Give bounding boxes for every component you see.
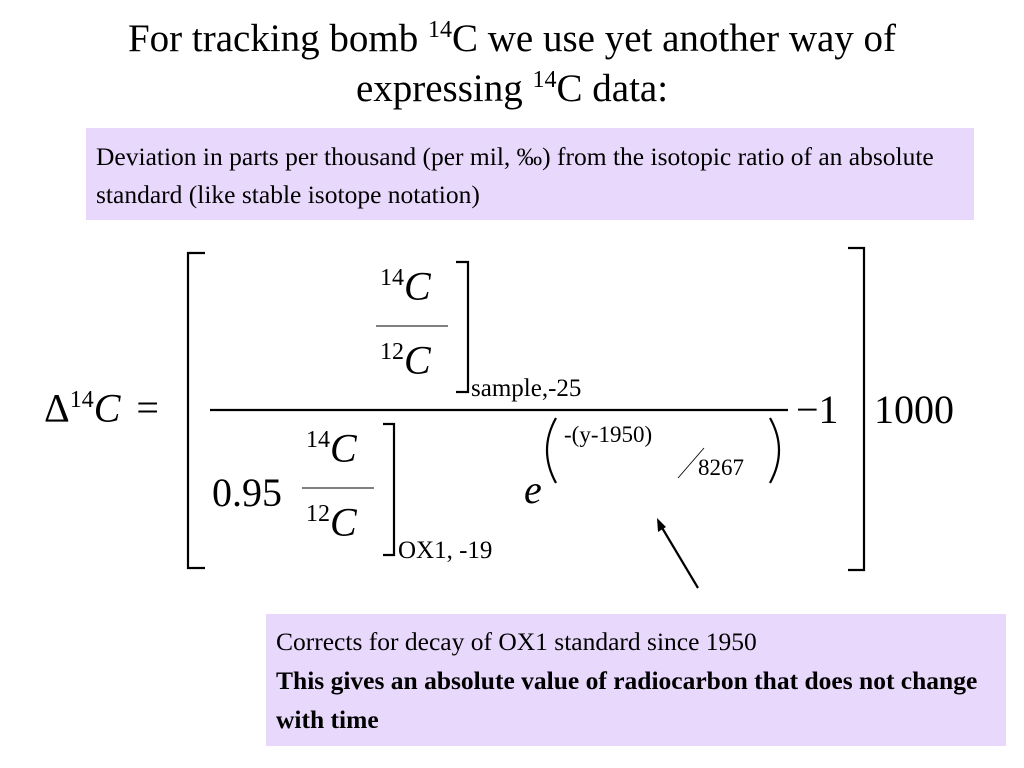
standard-subscript: OX1, -19 (398, 537, 493, 564)
denominator-12c: $^{12}$C (306, 499, 357, 545)
denominator-14c: $^{14}$C (306, 425, 357, 471)
sample-subscript: sample,-25 (471, 375, 582, 402)
outer-left-bracket (188, 253, 205, 568)
denominator-bracket (383, 424, 394, 555)
numerator-14c: $^{14}$C (380, 263, 431, 309)
minus-one: −1 (796, 387, 839, 432)
numerator-bracket (456, 262, 468, 392)
exponent-denominator: 8267 (698, 455, 744, 480)
coefficient: 0.95 (212, 470, 282, 515)
slide-title-line2: expressing $^{14}$C data: (355, 67, 669, 110)
equation-lhs: $\Delta^{14}C$ = (44, 385, 159, 431)
exponent-right-paren (770, 418, 779, 483)
slide-title-line1: For tracking bomb $^{14}$C we use yet another way of (127, 17, 897, 60)
definition-text: Deviation in parts per thousand (per mil, ‰) from the isotopic ratio of an absolute standard (like stable isotope notation) (96, 142, 934, 209)
note-line-decay: Corrects for decay of OX1 standard since 1950 (276, 627, 757, 656)
note-box (266, 614, 1006, 746)
note-line-absolute: This gives an absolute value of radiocarbon that does not change with time (276, 666, 978, 734)
arrow-head (657, 518, 666, 532)
arrow-line (661, 526, 698, 588)
outer-right-bracket (848, 248, 864, 570)
multiplier-1000: 1000 (874, 387, 954, 432)
exponent-numerator: -(y-1950) (564, 422, 653, 447)
exponent-left-paren (547, 418, 556, 483)
numerator-12c: $^{12}$C (380, 337, 431, 383)
exponent-base-e: e (524, 467, 542, 512)
